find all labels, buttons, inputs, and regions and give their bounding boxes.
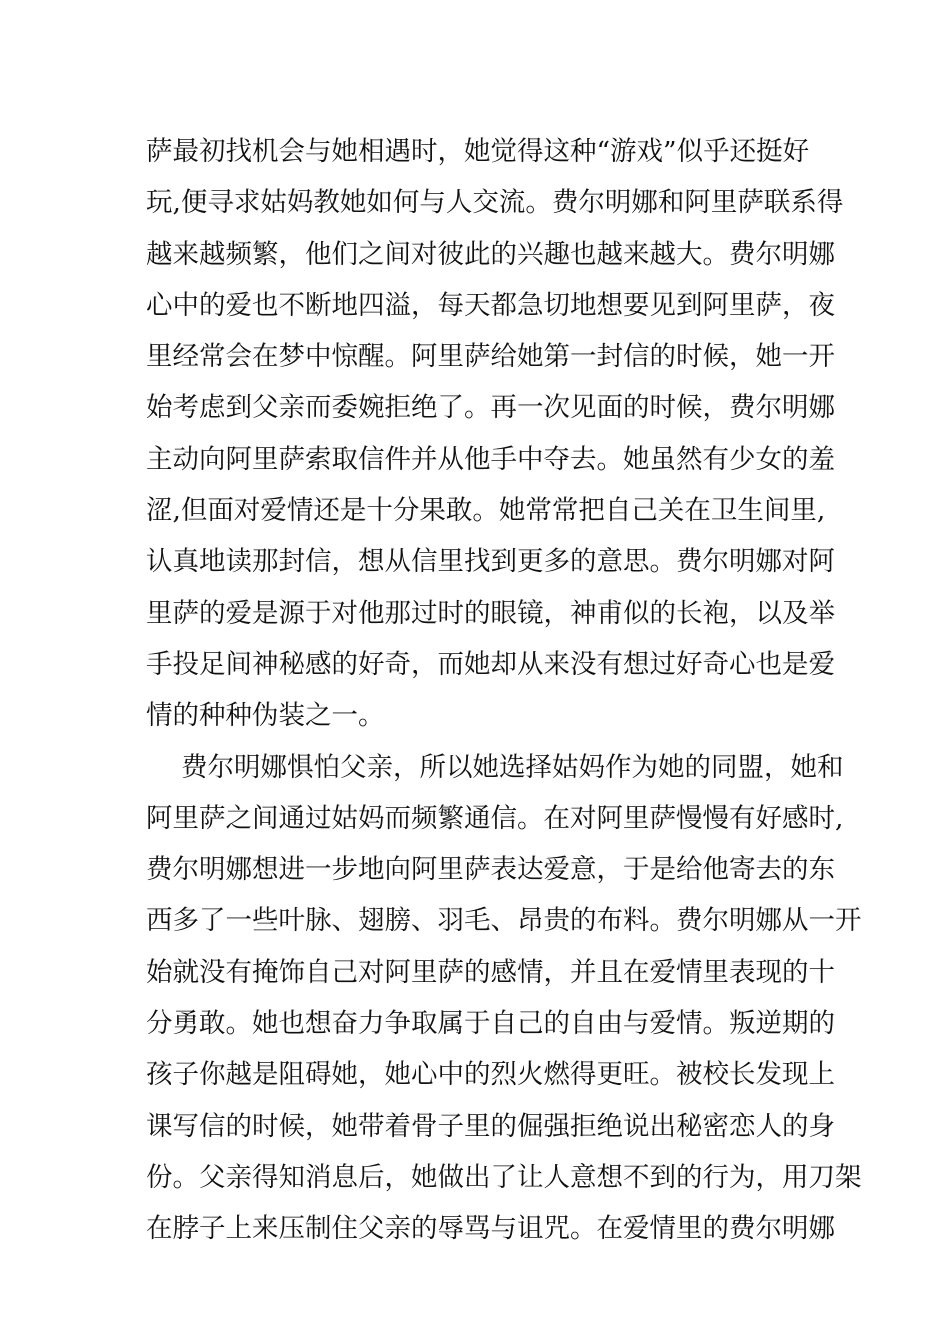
text-line: 心中的爱也不断地四溢，每天都急切地想要见到阿里萨，夜 bbox=[146, 289, 835, 321]
text-line: 费尔明娜想进一步地向阿里萨表达爱意，于是给他寄去的东 bbox=[146, 854, 835, 886]
text-line: 里经常会在梦中惊醒。阿里萨给她第一封信的时候，她一开 bbox=[146, 341, 835, 373]
text-line: 认真地读那封信，想从信里找到更多的意思。费尔明娜对阿 bbox=[146, 546, 835, 578]
text-line: 始就没有掩饰自己对阿里萨的感情，并且在爱情里表现的十 bbox=[146, 956, 835, 988]
text-line: 在脖子上来压制住父亲的辱骂与诅咒。在爱情里的费尔明娜 bbox=[146, 1213, 835, 1245]
text-line: 份。父亲得知消息后，她做出了让人意想不到的行为，用刀架 bbox=[146, 1161, 862, 1193]
body-text bbox=[146, 130, 862, 1259]
text-line: 涩,但面对爱情还是十分果敢。她常常把自己关在卫生间里, bbox=[146, 495, 826, 527]
text-line: 分勇敢。她也想奋力争取属于自己的自由与爱情。叛逆期的 bbox=[146, 1008, 835, 1040]
text-line: 费尔明娜惧怕父亲，所以她选择姑妈作为她的同盟，她和 bbox=[181, 751, 844, 783]
text-line: 课写信的时候，她带着骨子里的倔强拒绝说出秘密恋人的身 bbox=[146, 1110, 835, 1142]
text-line: 里萨的爱是源于对他那过时的眼镜，神甫似的长袍，以及举 bbox=[146, 597, 835, 629]
text-line: 阿里萨之间通过姑妈而频繁通信。在对阿里萨慢慢有好感时, bbox=[146, 802, 844, 834]
text-line: 西多了一些叶脉、翅膀、羽毛、昂贵的布料。费尔明娜从一开 bbox=[146, 905, 862, 937]
paragraph-2 bbox=[146, 746, 862, 1259]
paragraph-1 bbox=[146, 130, 844, 746]
text-line: 孩子你越是阻碍她，她心中的烈火燃得更旺。被校长发现上 bbox=[146, 1059, 835, 1091]
text-line: 越来越频繁，他们之间对彼此的兴趣也越来越大。费尔明娜 bbox=[146, 238, 835, 270]
text-line: 情的种种伪装之一。 bbox=[146, 700, 385, 732]
text-line: 主动向阿里萨索取信件并从他手中夺去。她虽然有少女的羞 bbox=[146, 443, 835, 475]
text-line: 始考虑到父亲而委婉拒绝了。再一次见面的时候，费尔明娜 bbox=[146, 392, 835, 424]
text-line: 萨最初找机会与她相遇时，她觉得这种“游戏”似乎还挺好 bbox=[146, 136, 810, 167]
text-line: 玩,便寻求姑妈教她如何与人交流。费尔明娜和阿里萨联系得 bbox=[146, 187, 844, 219]
text-line: 手投足间神秘感的好奇，而她却从来没有想过好奇心也是爱 bbox=[146, 648, 835, 680]
